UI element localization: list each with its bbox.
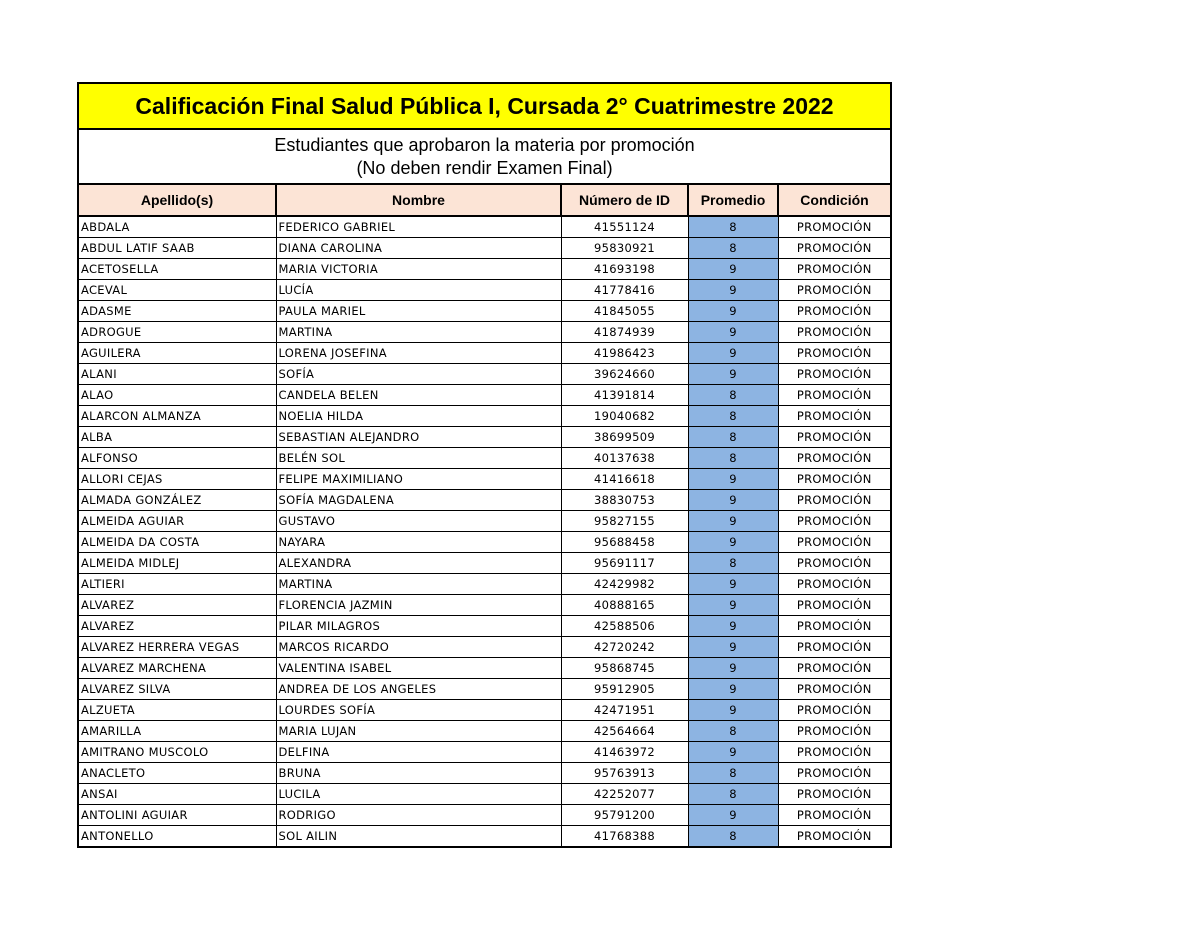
condicion-cell: PROMOCIÓN	[778, 385, 890, 406]
nombre-cell: FLORENCIA JAZMIN	[276, 595, 561, 616]
promedio-cell: 9	[688, 343, 778, 364]
nombre-cell: SOFÍA MAGDALENA	[276, 490, 561, 511]
table-row	[79, 322, 890, 343]
condicion-cell: PROMOCIÓN	[778, 364, 890, 385]
promedio-cell: 9	[688, 700, 778, 721]
nombre-cell: SEBASTIAN ALEJANDRO	[276, 427, 561, 448]
condicion-cell: PROMOCIÓN	[778, 448, 890, 469]
id-cell: 42252077	[561, 784, 688, 805]
apellido-cell: ALVAREZ	[79, 616, 276, 637]
promedio-cell: 9	[688, 259, 778, 280]
id-cell: 41768388	[561, 826, 688, 847]
table-row	[79, 490, 890, 511]
condicion-cell: PROMOCIÓN	[778, 574, 890, 595]
condicion-cell: PROMOCIÓN	[778, 469, 890, 490]
apellido-cell: AMARILLA	[79, 721, 276, 742]
apellido-cell: ACETOSELLA	[79, 259, 276, 280]
table-row	[79, 259, 890, 280]
table-row	[79, 763, 890, 784]
apellido-cell: ALLORI CEJAS	[79, 469, 276, 490]
nombre-cell: SOFÍA	[276, 364, 561, 385]
nombre-cell: PILAR MILAGROS	[276, 616, 561, 637]
nombre-cell: BELÉN SOL	[276, 448, 561, 469]
condicion-cell: PROMOCIÓN	[778, 679, 890, 700]
apellido-cell: ALVAREZ HERRERA VEGAS	[79, 637, 276, 658]
promedio-cell: 9	[688, 490, 778, 511]
apellido-cell: ALFONSO	[79, 448, 276, 469]
condicion-cell: PROMOCIÓN	[778, 301, 890, 322]
id-cell: 41463972	[561, 742, 688, 763]
apellido-cell: ADASME	[79, 301, 276, 322]
promedio-cell: 9	[688, 595, 778, 616]
nombre-cell: LUCILA	[276, 784, 561, 805]
nombre-cell: MARTINA	[276, 574, 561, 595]
condicion-cell: PROMOCIÓN	[778, 280, 890, 301]
table-row	[79, 784, 890, 805]
promedio-cell: 8	[688, 427, 778, 448]
condicion-cell: PROMOCIÓN	[778, 322, 890, 343]
promedio-cell: 9	[688, 280, 778, 301]
table-row	[79, 427, 890, 448]
id-cell: 41778416	[561, 280, 688, 301]
nombre-cell: LORENA JOSEFINA	[276, 343, 561, 364]
grades-sheet	[77, 82, 892, 848]
nombre-cell: CANDELA BELEN	[276, 385, 561, 406]
id-cell: 95688458	[561, 532, 688, 553]
id-cell: 41391814	[561, 385, 688, 406]
table-row	[79, 216, 890, 238]
apellido-cell: ALTIERI	[79, 574, 276, 595]
promedio-cell: 8	[688, 448, 778, 469]
nombre-cell: MARTINA	[276, 322, 561, 343]
promedio-cell: 9	[688, 469, 778, 490]
promedio-cell: 9	[688, 658, 778, 679]
table-row	[79, 721, 890, 742]
promedio-cell: 8	[688, 238, 778, 259]
nombre-cell: FEDERICO GABRIEL	[276, 216, 561, 238]
column-header-nombre: Nombre	[276, 185, 561, 216]
table-row	[79, 469, 890, 490]
nombre-cell: MARIA VICTORIA	[276, 259, 561, 280]
table-row	[79, 238, 890, 259]
apellido-cell: ACEVAL	[79, 280, 276, 301]
id-cell: 95912905	[561, 679, 688, 700]
promedio-cell: 9	[688, 511, 778, 532]
apellido-cell: ALVAREZ	[79, 595, 276, 616]
table-body	[79, 216, 890, 846]
table-row	[79, 532, 890, 553]
table-row	[79, 616, 890, 637]
id-cell: 41874939	[561, 322, 688, 343]
apellido-cell: ALANI	[79, 364, 276, 385]
apellido-cell: ANTOLINI AGUIAR	[79, 805, 276, 826]
condicion-cell: PROMOCIÓN	[778, 763, 890, 784]
condicion-cell: PROMOCIÓN	[778, 616, 890, 637]
promedio-cell: 9	[688, 637, 778, 658]
id-cell: 19040682	[561, 406, 688, 427]
apellido-cell: AMITRANO MUSCOLO	[79, 742, 276, 763]
table-row	[79, 595, 890, 616]
id-cell: 95827155	[561, 511, 688, 532]
apellido-cell: ANACLETO	[79, 763, 276, 784]
id-cell: 41416618	[561, 469, 688, 490]
table-row	[79, 385, 890, 406]
id-cell: 41693198	[561, 259, 688, 280]
nombre-cell: RODRIGO	[276, 805, 561, 826]
promedio-cell: 9	[688, 805, 778, 826]
apellido-cell: ABDUL LATIF SAAB	[79, 238, 276, 259]
apellido-cell: ALMEIDA AGUIAR	[79, 511, 276, 532]
nombre-cell: DELFINA	[276, 742, 561, 763]
nombre-cell: PAULA MARIEL	[276, 301, 561, 322]
nombre-cell: SOL AILIN	[276, 826, 561, 847]
promedio-cell: 9	[688, 616, 778, 637]
table-row	[79, 301, 890, 322]
id-cell: 95763913	[561, 763, 688, 784]
promedio-cell: 8	[688, 721, 778, 742]
condicion-cell: PROMOCIÓN	[778, 490, 890, 511]
apellido-cell: ANTONELLO	[79, 826, 276, 847]
condicion-cell: PROMOCIÓN	[778, 784, 890, 805]
id-cell: 95691117	[561, 553, 688, 574]
id-cell: 42720242	[561, 637, 688, 658]
id-cell: 95868745	[561, 658, 688, 679]
nombre-cell: ANDREA DE LOS ANGELES	[276, 679, 561, 700]
apellido-cell: ALVAREZ MARCHENA	[79, 658, 276, 679]
apellido-cell: ALMEIDA MIDLEJ	[79, 553, 276, 574]
id-cell: 38830753	[561, 490, 688, 511]
nombre-cell: MARCOS RICARDO	[276, 637, 561, 658]
nombre-cell: VALENTINA ISABEL	[276, 658, 561, 679]
column-header-promedio: Promedio	[688, 185, 778, 216]
table-row	[79, 364, 890, 385]
promedio-cell: 8	[688, 553, 778, 574]
id-cell: 40888165	[561, 595, 688, 616]
apellido-cell: ALARCON ALMANZA	[79, 406, 276, 427]
subtitle-block	[79, 130, 890, 185]
nombre-cell: MARIA LUJAN	[276, 721, 561, 742]
nombre-cell: LOURDES SOFÍA	[276, 700, 561, 721]
promedio-cell: 9	[688, 742, 778, 763]
column-header-id: Número de ID	[561, 185, 688, 216]
promedio-cell: 9	[688, 532, 778, 553]
nombre-cell: DIANA CAROLINA	[276, 238, 561, 259]
subtitle-line-1: Estudiantes que aprobaron la materia por promoción	[274, 134, 695, 155]
apellido-cell: ANSAI	[79, 784, 276, 805]
table-header-row	[79, 185, 890, 216]
table-row	[79, 826, 890, 847]
condicion-cell: PROMOCIÓN	[778, 595, 890, 616]
promedio-cell: 9	[688, 574, 778, 595]
condicion-cell: PROMOCIÓN	[778, 238, 890, 259]
promedio-cell: 9	[688, 679, 778, 700]
table-row	[79, 805, 890, 826]
apellido-cell: ALMADA GONZÁLEZ	[79, 490, 276, 511]
apellido-cell: ALMEIDA DA COSTA	[79, 532, 276, 553]
table-row	[79, 637, 890, 658]
nombre-cell: LUCÍA	[276, 280, 561, 301]
condicion-cell: PROMOCIÓN	[778, 742, 890, 763]
table-row	[79, 343, 890, 364]
promedio-cell: 9	[688, 364, 778, 385]
table-row	[79, 511, 890, 532]
nombre-cell: BRUNA	[276, 763, 561, 784]
id-cell: 39624660	[561, 364, 688, 385]
id-cell: 40137638	[561, 448, 688, 469]
apellido-cell: ALBA	[79, 427, 276, 448]
promedio-cell: 8	[688, 385, 778, 406]
promedio-cell: 9	[688, 322, 778, 343]
table-row	[79, 448, 890, 469]
subtitle-line-2: (No deben rendir Examen Final)	[356, 157, 613, 178]
condicion-cell: PROMOCIÓN	[778, 427, 890, 448]
page-title: Calificación Final Salud Pública I, Cursada 2° Cuatrimestre 2022	[79, 84, 890, 130]
condicion-cell: PROMOCIÓN	[778, 216, 890, 238]
promedio-cell: 9	[688, 301, 778, 322]
table-row	[79, 658, 890, 679]
condicion-cell: PROMOCIÓN	[778, 553, 890, 574]
nombre-cell: NAYARA	[276, 532, 561, 553]
nombre-cell: NOELIA HILDA	[276, 406, 561, 427]
id-cell: 41986423	[561, 343, 688, 364]
condicion-cell: PROMOCIÓN	[796, 829, 872, 843]
condicion-cell: PROMOCIÓN	[778, 637, 890, 658]
condicion-cell: PROMOCIÓN	[778, 406, 890, 427]
promedio-cell: 8	[688, 784, 778, 805]
condicion-cell: PROMOCIÓN	[778, 658, 890, 679]
table-row	[79, 574, 890, 595]
apellido-cell: ALAO	[79, 385, 276, 406]
condicion-cell: PROMOCIÓN	[778, 511, 890, 532]
id-cell: 95830921	[561, 238, 688, 259]
apellido-cell: ALZUETA	[79, 700, 276, 721]
column-header-apellido: Apellido(s)	[79, 185, 276, 216]
apellido-cell: ABDALA	[79, 216, 276, 238]
id-cell: 42471951	[561, 700, 688, 721]
students-table	[79, 185, 890, 846]
promedio-cell: 8	[688, 406, 778, 427]
promedio-cell: 8	[688, 826, 778, 847]
promedio-cell: 8	[688, 216, 778, 238]
nombre-cell: ALEXANDRA	[276, 553, 561, 574]
apellido-cell: ALVAREZ SILVA	[79, 679, 276, 700]
apellido-cell: ADROGUE	[79, 322, 276, 343]
id-cell: 42564664	[561, 721, 688, 742]
table-row	[79, 700, 890, 721]
condicion-cell: PROMOCIÓN	[778, 343, 890, 364]
condicion-cell: PROMOCIÓN	[778, 805, 890, 826]
id-cell: 41551124	[561, 216, 688, 238]
table-row	[79, 406, 890, 427]
id-cell: 38699509	[561, 427, 688, 448]
nombre-cell: GUSTAVO	[276, 511, 561, 532]
column-header-condicion: Condición	[778, 185, 890, 216]
table-row	[79, 280, 890, 301]
table-row	[79, 679, 890, 700]
condicion-cell: PROMOCIÓN	[778, 532, 890, 553]
condicion-cell: PROMOCIÓN	[778, 259, 890, 280]
id-cell: 41845055	[561, 301, 688, 322]
id-cell: 95791200	[561, 805, 688, 826]
promedio-cell: 8	[688, 763, 778, 784]
id-cell: 42429982	[561, 574, 688, 595]
table-row	[79, 742, 890, 763]
condicion-cell: PROMOCIÓN	[778, 721, 890, 742]
table-row	[79, 553, 890, 574]
condicion-cell: PROMOCIÓN	[778, 700, 890, 721]
nombre-cell: FELIPE MAXIMILIANO	[276, 469, 561, 490]
id-cell: 42588506	[561, 616, 688, 637]
apellido-cell: AGUILERA	[79, 343, 276, 364]
